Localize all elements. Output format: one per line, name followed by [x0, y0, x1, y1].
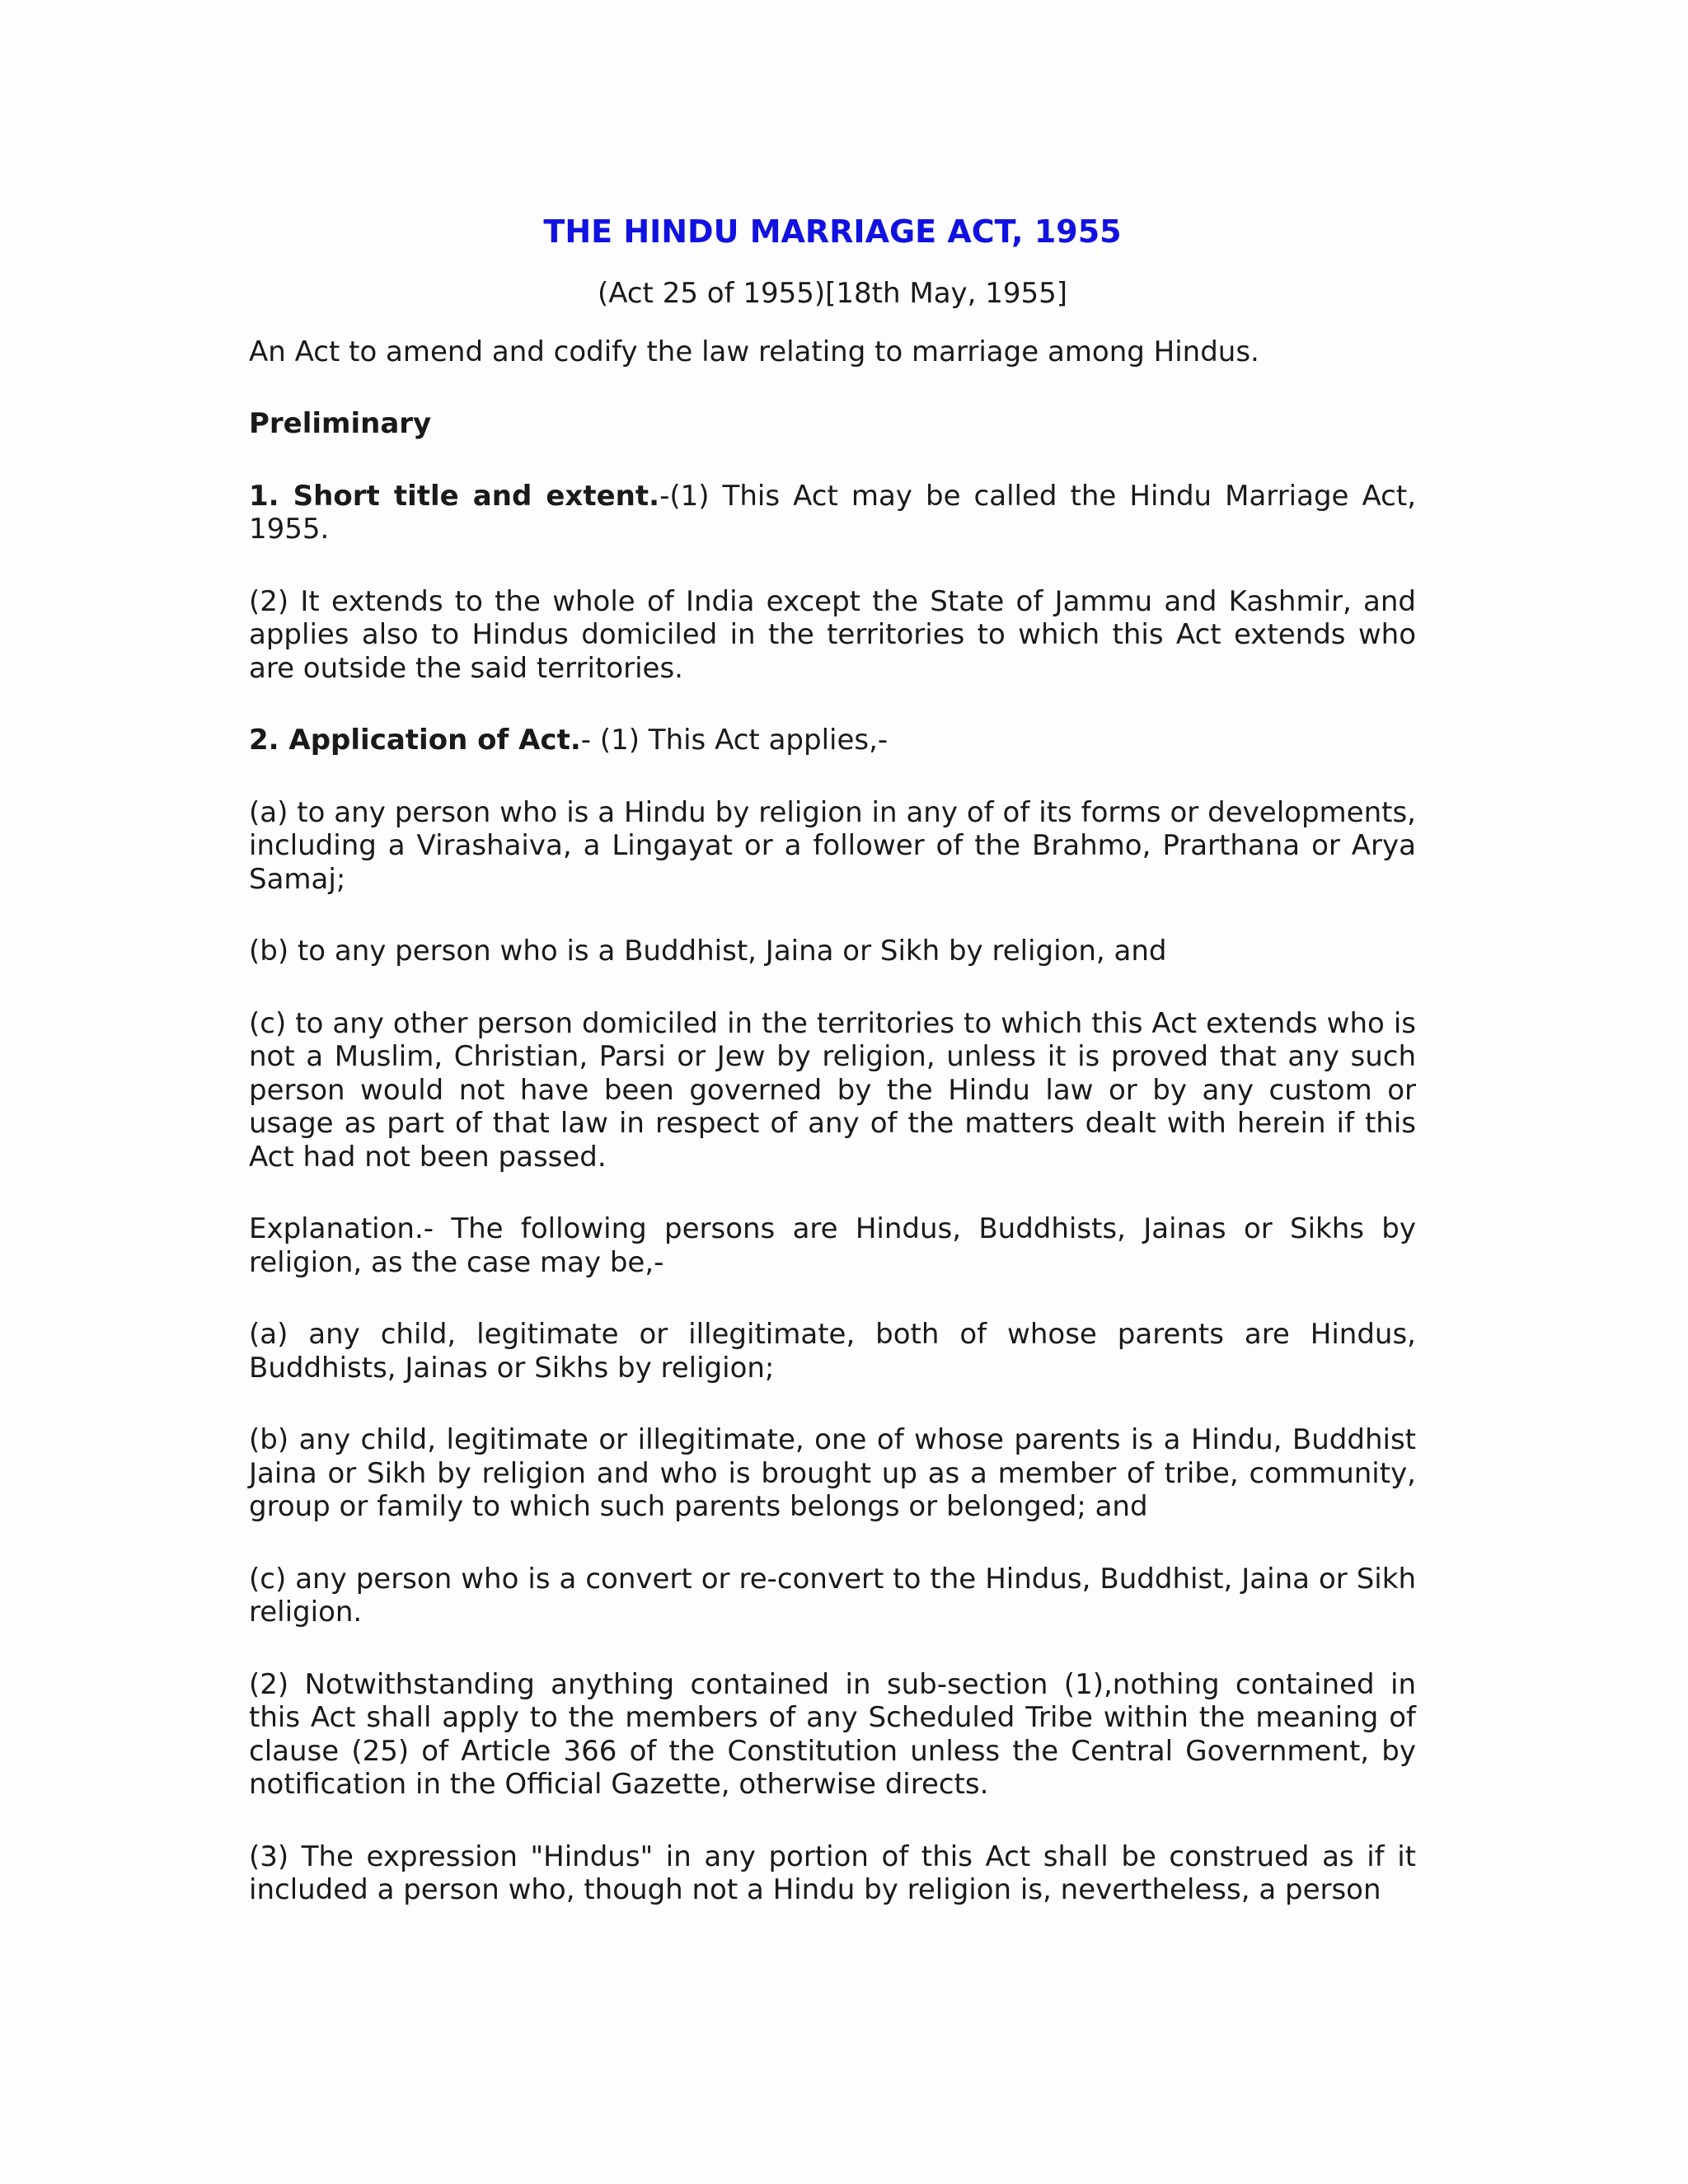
section-1-subsection-2: (2) It extends to the whole of India except the State of Jammu and Kashmir, and applies also to Hindus domiciled in the territories to which this Act extends who are outside the said territories. — [249, 584, 1416, 685]
section-1-paragraph — [249, 480, 1416, 546]
section-2-text: - (1) This Act applies,- — [580, 724, 889, 757]
explanation-clause-c: (c) any person who is a convert or re-convert to the Hindus, Buddhist, Jaina or Sikh religion. — [249, 1562, 1416, 1629]
section-2-subsection-2: (2) Notwithstanding anything contained in sub-section (1),nothing contained in this Act shall apply to the members of any Scheduled Tribe within the meaning of clause (25) of Article 366 of the Constitution unless the Central Government, by notification in the Official Gazette, otherwise directs. — [249, 1667, 1416, 1801]
section-2-clause-c: (c) to any other person domiciled in the territories to which this Act extends who is not a Muslim, Christian, Parsi or Jew by religion, unless it is proved that any such person would not have been governed by the Hindu law or by any custom or usage as part of that law in respect of any of the matters dealt with herein if this Act had not been passed. — [249, 1006, 1416, 1174]
explanation-clause-b: (b) any child, legitimate or illegitimate, one of whose parents is a Hindu, Buddhist Jaina or Sikh by religion and who is brought up as a member of tribe, community, group or family to which such parents belongs or belonged; and — [249, 1423, 1416, 1523]
long-title: An Act to amend and codify the law relating to marriage among Hindus. — [249, 335, 1259, 368]
act-title: THE HINDU MARRIAGE ACT, 1955 — [543, 213, 1122, 250]
chapter-heading: Preliminary — [249, 407, 432, 440]
section-2-clause-a: (a) to any person who is a Hindu by religion in any of of its forms or developments, including a Virashaiva, a Lingayat or a follower of the Brahmo, Prarthana or Arya Samaj; — [249, 795, 1416, 896]
act-number-date: (Act 25 of 1955)[18th May, 1955] — [597, 277, 1068, 310]
document-body — [249, 208, 1416, 1946]
section-2-paragraph — [249, 724, 1416, 757]
section-2-heading: 2. Application of Act. — [249, 724, 581, 757]
section-1-text: -(1) This Act may be called the Hindu Marriage Act, 1955. — [249, 479, 1417, 546]
explanation-paragraph: Explanation.- The following persons are Hindus, Buddhists, Jainas or Sikhs by religion, as the case may be,- — [249, 1212, 1416, 1279]
section-2-subsection-3: (3) The expression "Hindus" in any portion of this Act shall be construed as if it included a person who, though not a Hindu by religion is, nevertheless, a person — [249, 1840, 1416, 1906]
explanation-clause-a: (a) any child, legitimate or illegitimate, both of whose parents are Hindus, Buddhists, Jainas or Sikhs by religion; — [249, 1318, 1416, 1385]
section-1-heading: 1. Short title and extent. — [249, 479, 660, 513]
section-2-clause-b: (b) to any person who is a Buddhist, Jaina or Sikh by religion, and — [249, 935, 1167, 968]
